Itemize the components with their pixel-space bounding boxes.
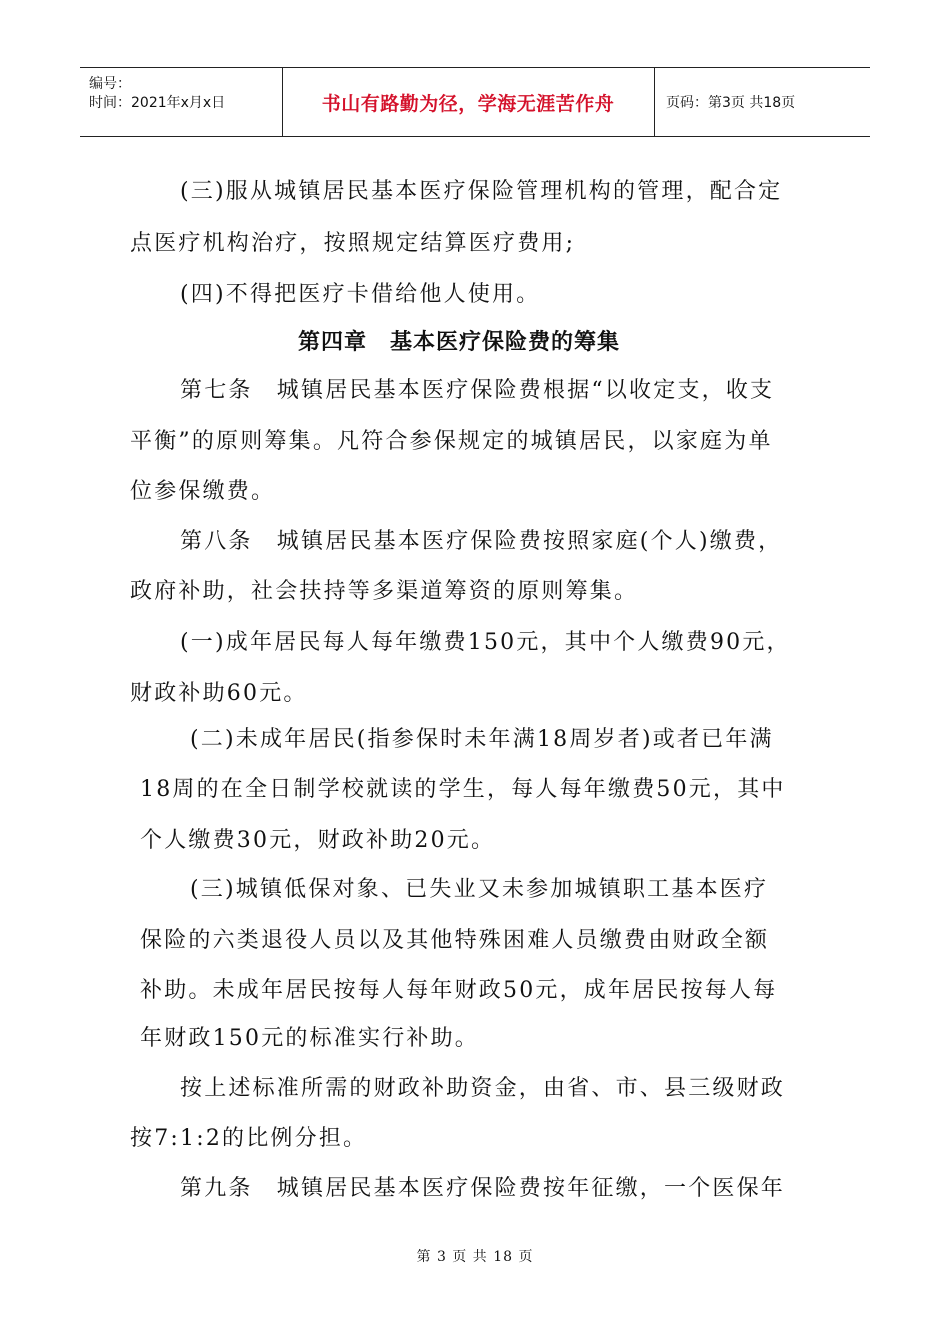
page-footer: 第 3 页 共 18 页 [416, 1249, 534, 1265]
chapter-heading: 第四章 基本医疗保险费的筹集 [298, 330, 621, 355]
paragraph-line: 第八条 城镇居民基本医疗保险费按照家庭(个人)缴费， [180, 529, 783, 554]
paragraph-line: 按7:1:2的比例分担。 [130, 1126, 368, 1151]
header-motto: 书山有路勤为径，学海无涯苦作舟 [321, 92, 615, 115]
paragraph-line: 18周的在全日制学校就读的学生，每人每年缴费50元，其中 [140, 777, 786, 802]
document-number-label: 编号： [89, 76, 131, 92]
paragraph-line: 补助。未成年居民按每人每年财政50元，成年居民按每人每 [140, 978, 778, 1003]
paragraph-line: 平衡”的原则筹集。凡符合参保规定的城镇居民，以家庭为单 [130, 429, 773, 454]
paragraph-line: 政府补助，社会扶持等多渠道筹资的原则筹集。 [130, 579, 639, 604]
paragraph-line: 年财政150元的标准实行补助。 [140, 1026, 479, 1051]
paragraph-line: (二)未成年居民(指参保时未年满18周岁者)或者已年满 [190, 727, 774, 752]
paragraph-line: (三)城镇低保对象、已失业又未参加城镇职工基本医疗 [190, 877, 769, 902]
paragraph-line: (四)不得把医疗卡借给他人使用。 [180, 282, 541, 307]
paragraph-line: 第七条 城镇居民基本医疗保险费根据“以收定支，收支 [180, 378, 775, 403]
document-date: 时间：2021年x月x日 [89, 95, 226, 111]
paragraph-line: (三)服从城镇居民基本医疗保险管理机构的管理，配合定 [180, 179, 783, 204]
paragraph-line: 第九条 城镇居民基本医疗保险费按年征缴，一个医保年 [180, 1176, 786, 1201]
header-page-code: 页码：第3页 共18页 [666, 95, 796, 111]
paragraph-line: 财政补助60元。 [130, 681, 308, 706]
paragraph-line: 个人缴费30元，财政补助20元。 [140, 828, 496, 853]
paragraph-line: 位参保缴费。 [130, 479, 276, 504]
paragraph-line: 按上述标准所需的财政补助资金，由省、市、县三级财政 [180, 1076, 786, 1101]
paragraph-line: 点医疗机构治疗，按照规定结算医疗费用; [130, 231, 576, 256]
paragraph-line: (一)成年居民每人每年缴费150元，其中个人缴费90元， [180, 630, 791, 655]
paragraph-line: 保险的六类退役人员以及其他特殊困难人员缴费由财政全额 [140, 928, 770, 953]
